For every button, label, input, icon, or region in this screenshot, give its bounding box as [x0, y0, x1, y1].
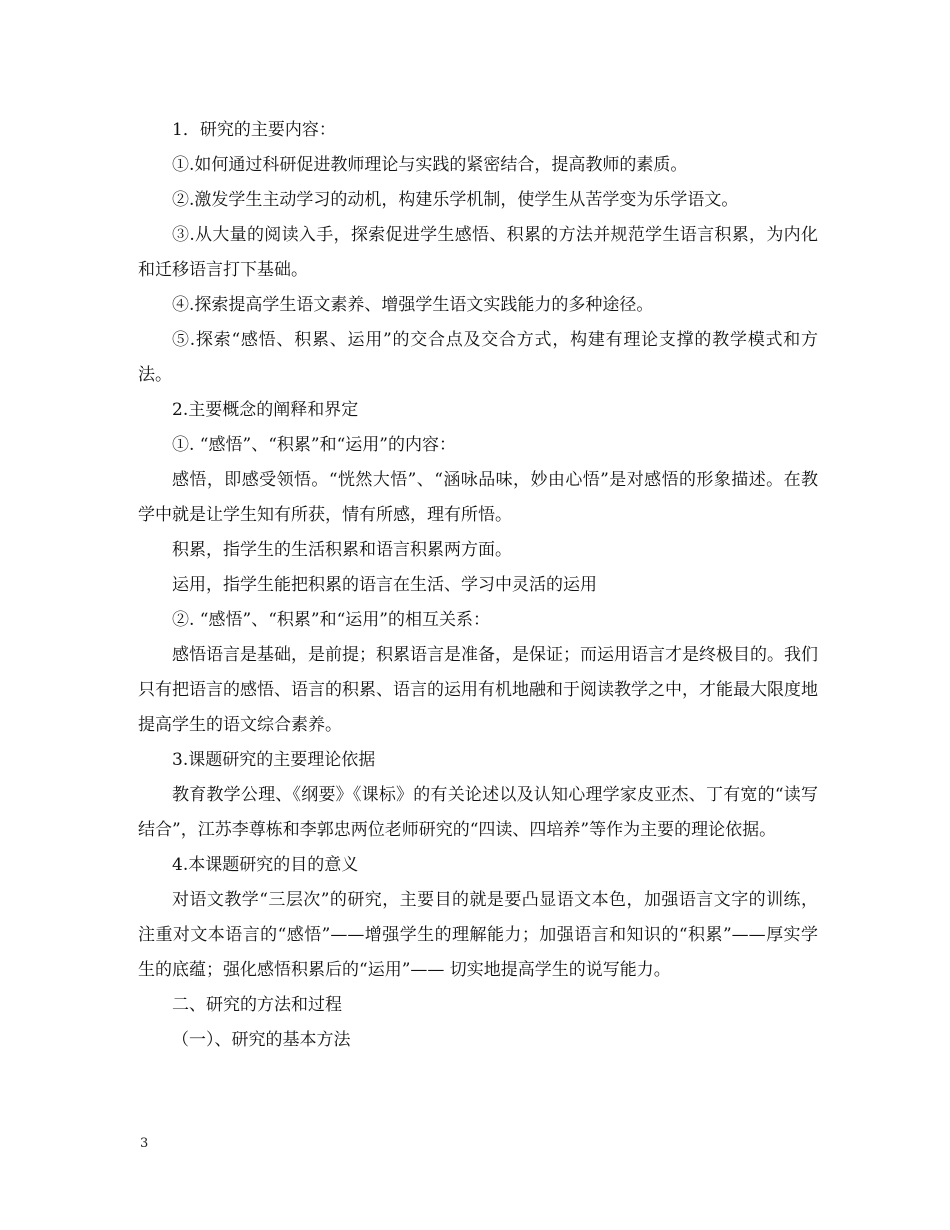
paragraph-relationship: 感悟语言是基础，是前提；积累语言是准备，是保证；而运用语言才是终极目的。我们只有把语言的感悟、语言的积累、语言的运用有机地融和于阅读教学之中，才能最大限度地提高学生的语文综合素养。	[138, 645, 818, 735]
list-item-1: ①.如何通过科研促进教师理论与实践的紧密结合，提高教师的素质。	[172, 155, 688, 175]
list-item-3: ③.从大量的阅读入手，探索促进学生感悟、积累的方法并规范学生语言积累，为内化和迁移语言打下基础。	[138, 225, 818, 280]
list-item-5: ⑤.探索“感悟、积累、运用”的交合点及交合方式，构建有理论支撑的教学模式和方法。	[138, 330, 818, 385]
paragraph-jilei: 积累，指学生的生活积累和语言积累两方面。	[172, 540, 512, 560]
heading-concepts: 2.主要概念的阐释和界定	[172, 400, 359, 420]
subheading-concept-content: ①. “感悟”、“积累”和“运用”的内容：	[172, 435, 456, 455]
list-item-4: ④.探索提高学生语文素养、增强学生语文实践能力的多种途径。	[172, 295, 654, 315]
paragraph-ganwu: 感悟，即感受领悟。“恍然大悟”、“涵咏品味，妙由心悟”是对感悟的形象描述。在教学中就是让学生知有所获，情有所感，理有所悟。	[138, 470, 818, 525]
subheading-basic-methods: （一）、研究的基本方法	[172, 1030, 351, 1050]
page-number: 3	[140, 1136, 149, 1151]
paragraph-theory-basis: 教育教学公理、《纲要》《课标》的有关论述以及认知心理学家皮亚杰、丁有宽的“读写结合”，江苏李尊栋和李郭忠两位老师研究的“四读、四培养”等作为主要的理论依据。	[138, 785, 818, 840]
subheading-relationship: ②. “感悟”、“积累”和“运用”的相互关系：	[172, 610, 490, 630]
paragraph-purpose: 对语文教学“三层次”的研究，主要目的就是要凸显语文本色，加强语言文字的训练，注重对文本语言的“感悟”——增强学生的理解能力；加强语言和知识的“积累”——厚实学生的底蕴；强化感悟积累后的“运用”—— 切实地提高学生的说写能力。	[138, 890, 818, 980]
list-item-2: ②.激发学生主动学习的动机，构建乐学机制，使学生从苦学变为乐学语文。	[172, 190, 739, 210]
document-body	[138, 113, 818, 1058]
paragraph-yunyong: 运用，指学生能把积累的语言在生活、学习中灵活的运用	[172, 575, 597, 595]
heading-methods-process: 二、研究的方法和过程	[172, 995, 342, 1015]
heading-purpose: 4.本课题研究的目的意义	[172, 855, 359, 875]
heading-theory-basis: 3.课题研究的主要理论依据	[172, 750, 376, 770]
heading-research-content: 1．研究的主要内容：	[172, 120, 336, 140]
